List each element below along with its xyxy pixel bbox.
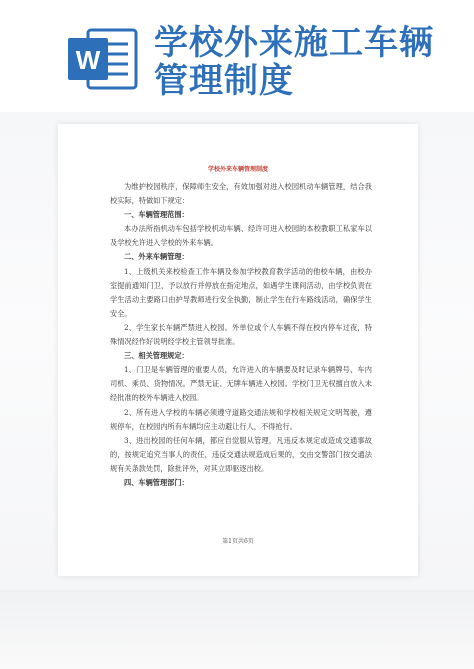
section-heading: 二、外来车辆管理： — [124, 252, 189, 262]
header-banner — [0, 0, 474, 112]
word-document-icon — [66, 26, 140, 92]
section-heading: 一、车辆管理范围： — [124, 210, 189, 220]
document-title: 学校外来车辆管理制度 — [207, 166, 268, 173]
body-paragraph: 1、上级机关来校检查工作车辆及参加学校教育教学活动的他校车辆，由校办室提前通知门卫，予以放行并停放在指定地点，如遇学生课间活动，由学校负责在学生活动主要路口由护导教师进行安全执勤，制止学生在行车路线活动，确保学生安全。 — [110, 266, 372, 318]
body-paragraph: 2、学生家长车辆严禁进入校园。外单位或个人车辆不得在校内停车过夜，特殊情况经作好说明经学校主管领导批准。 — [110, 322, 372, 347]
body-paragraph: 为维护校园秩序，保障师生安全，有效加强对进入校园机动车辆管理，结合我校实际，特做如下规定： — [110, 182, 372, 206]
banner-title-line2: 管理制度 — [154, 61, 294, 101]
body-paragraph: 2、所有进入学校的车辆必须遵守道路交通法规和学校相关规定文明驾驶，遵规停车，在校园内所有车辆均应主动避让行人，不得抢行。 — [110, 407, 372, 431]
document-body — [110, 180, 372, 490]
body-paragraph: 1、门卫是车辆管理的重要人员，允许进入的车辆要及时记录车辆牌号、车内司机、乘员、货物情况。严禁无证、无牌车辆进入校园。学校门卫无权擅自放入未经批准的校外车辆进入校园。 — [110, 365, 372, 403]
body-paragraph: 3、进出校园的任何车辆，都应自觉服从管理，凡违反本规定或造成交通事故的，按规定追究当事人的责任，违反交通法规造成后果的，交由交警部门按交通法规有关条款处罚，除批评外，对其立即驱逐出校。 — [110, 435, 372, 473]
section-heading: 三、相关管理规定： — [124, 351, 189, 361]
document-page — [58, 124, 418, 576]
page-footer: 第1页共6页 — [222, 538, 254, 545]
body-paragraph: 本办法所指机动车包括学校机动车辆、经许可进入校园的本校教职工私家车以及学校允许进入学校的外来车辆。 — [110, 224, 372, 248]
banner-title — [154, 24, 434, 100]
banner-title-line1: 学校外来施工车辆 — [154, 23, 434, 63]
section-heading: 四、车辆管理部门： — [124, 477, 189, 487]
svg-text:W: W — [75, 45, 101, 75]
preview-bottom-shade — [0, 590, 474, 669]
